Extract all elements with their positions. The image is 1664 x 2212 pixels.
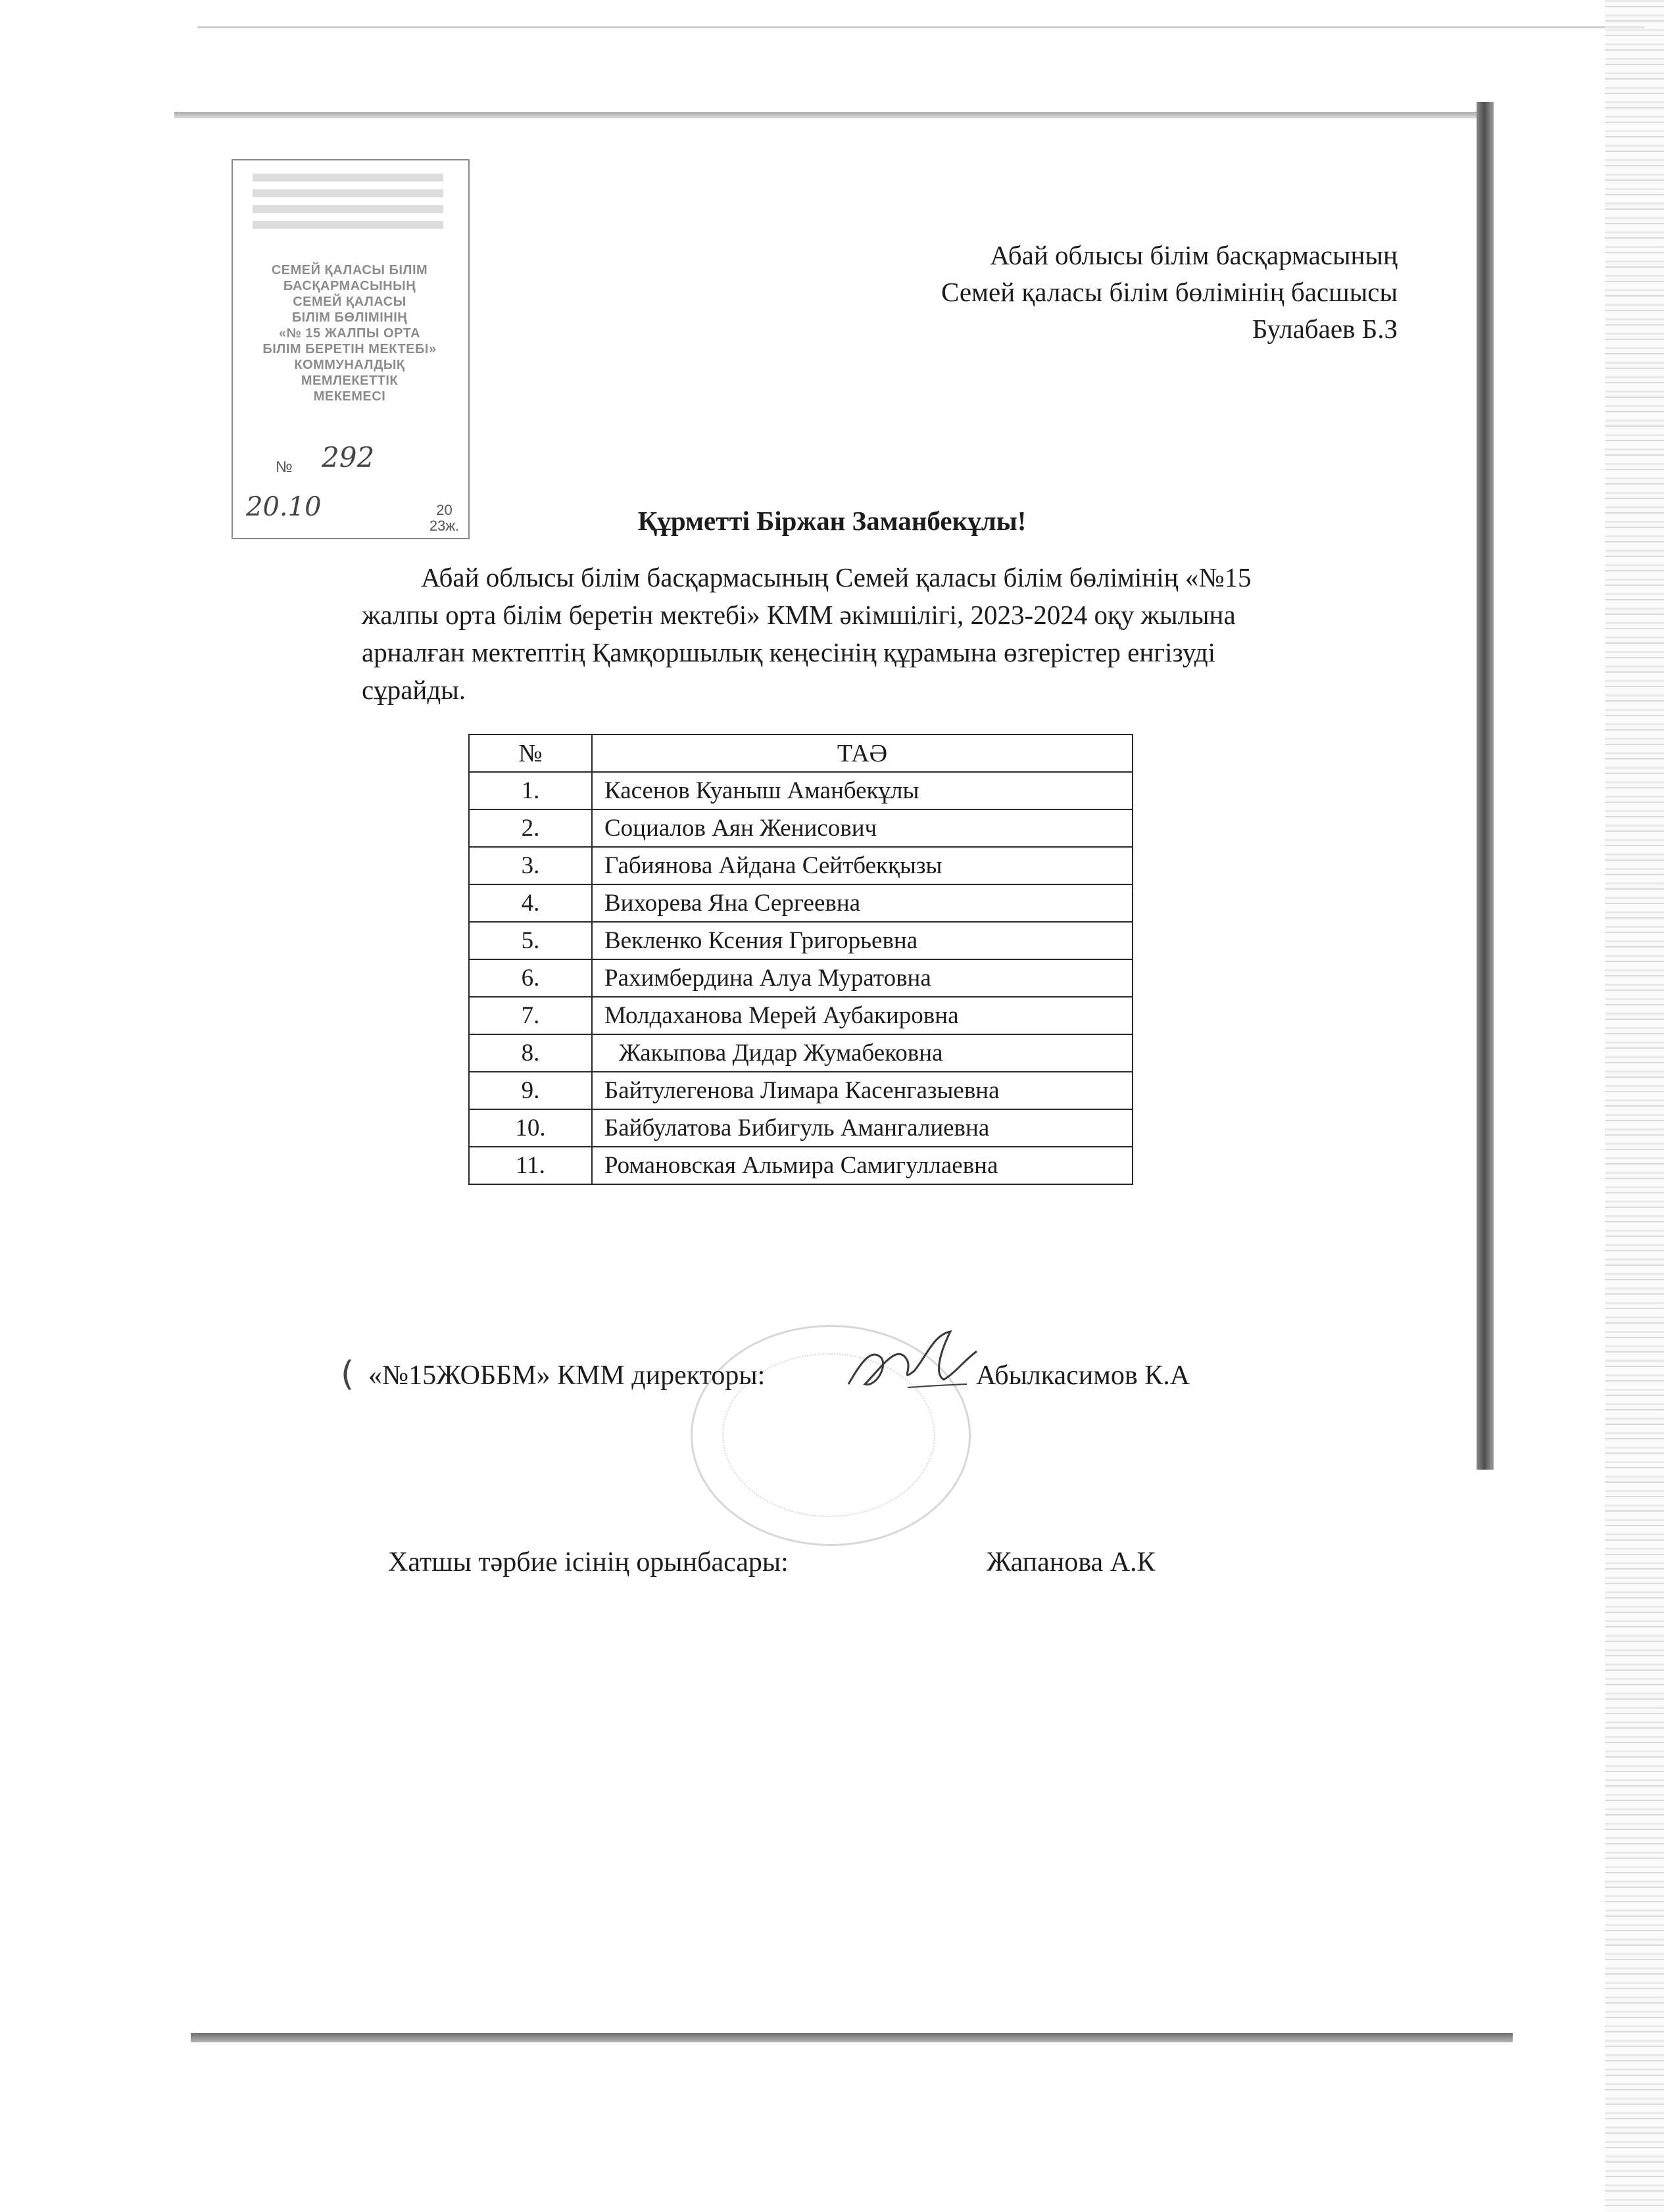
row-number: 11. [469,1147,592,1184]
scan-edge-top-faint [197,26,1644,28]
row-number: 1. [469,772,592,809]
addressee-name: Булабаев Б.З [1252,314,1398,344]
body-line: Абай облысы білім басқармасының Семей қаласы білім бөлімінің «№15 [421,562,1252,592]
body-line: арналған мектептің Қамқоршылық кеңесінің құрамына өзгерістер енгізуді [362,637,1215,667]
row-name: Вихорева Яна Сергеевна [592,884,1133,922]
table-row [469,884,1133,922]
stamp-faded-header [239,166,456,264]
addressee-line: Семей қаласы білім бөлімінің басшысы [941,277,1398,307]
row-number: 2. [469,809,592,847]
header-number: № [469,734,592,772]
row-number: 10. [469,1109,592,1147]
row-name: Рахимбердина Алуа Муратовна [592,959,1133,997]
director-name: Абылкасимов К.А [976,1360,1190,1391]
row-number: 4. [469,884,592,922]
stamp-line: БАСҚАРМАСЫНЫҢ [283,279,416,293]
stamp-line: МЕКЕМЕСІ [313,389,386,404]
body-line: жалпы орта білім беретін мектебі» КММ әкімшілігі, 2023-2024 оқу жылына [362,600,1236,630]
salutation: Құрметті Біржан Заманбекұлы! [637,506,1027,536]
table-row [469,922,1133,959]
addressee-block [941,237,1398,347]
body-line: сұрайды. [362,675,466,705]
stamp-date-value: 20.10 [246,492,322,522]
row-name: Векленко Ксения Григорьевна [592,922,1133,959]
row-number: 6. [469,959,592,997]
row-number: 8. [469,1034,592,1072]
table-row [469,847,1133,884]
director-signature [835,1322,987,1407]
stamp-line: СЕМЕЙ ҚАЛАСЫ [293,295,406,309]
row-number: 5. [469,922,592,959]
secretary-title: Хатшы тәрбие ісінің орынбасары: [388,1547,789,1577]
stamp-line: «№ 15 ЖАЛПЫ ОРТА [278,326,421,341]
row-number: 9. [469,1072,592,1109]
row-number: 3. [469,847,592,884]
row-name: Касенов Куаныш Аманбекұлы [592,772,1133,809]
row-name: Социалов Аян Женисович [592,809,1133,847]
row-name: Жакыпова Дидар Жумабековна [592,1034,1133,1072]
director-title: «№15ЖОББМ» КММ директоры: [368,1360,766,1391]
stamp-number-label: № [276,458,293,476]
table-header-row [469,734,1133,772]
row-name: Романовская Альмира Самигуллаевна [592,1147,1133,1184]
row-name: Байтулегенова Лимара Касенгазыевна [592,1072,1133,1109]
scan-edge-bottom [191,2033,1513,2042]
stamp-text [236,262,463,404]
stamp-line: СЕМЕЙ ҚАЛАСЫ БІЛІМ [271,263,428,277]
table-row [469,772,1133,809]
stamp-year: 20 23ж. [429,502,460,534]
scan-noise-right [1605,0,1664,2212]
registration-stamp [232,159,470,539]
table-row [469,959,1133,997]
stamp-line: МЕМЛЕКЕТТІК [301,373,399,388]
row-name: Байбулатова Бибигуль Амангалиевна [592,1109,1133,1147]
row-name: Молдаханова Мерей Аубакировна [592,997,1133,1034]
stamp-line: КОММУНАЛДЫҚ [294,358,405,372]
addressee-line: Абай облысы білім басқармасының [990,240,1398,270]
table-row [469,809,1133,847]
members-table [468,734,1133,1185]
row-name: Габиянова Айдана Сейтбекқызы [592,847,1133,884]
row-number: 7. [469,997,592,1034]
table-row [469,1109,1133,1147]
secretary-name: Жапанова А.К [987,1547,1156,1577]
scan-edge-top [174,112,1483,118]
table-row [469,1147,1133,1184]
table-row [469,1034,1133,1072]
header-full-name: ТАӘ [592,734,1133,772]
stamp-number-value: 292 [322,441,375,473]
stamp-line: БІЛІМ БӨЛІМІНІҢ [291,310,408,325]
table-row [469,1072,1133,1109]
scan-edge-right [1477,102,1494,1470]
stamp-line: БІЛІМ БЕРЕТІН МЕКТЕБІ» [262,342,437,356]
body-paragraph [362,559,1388,709]
table-row [469,997,1133,1034]
margin-bracket: ( [341,1355,355,1394]
